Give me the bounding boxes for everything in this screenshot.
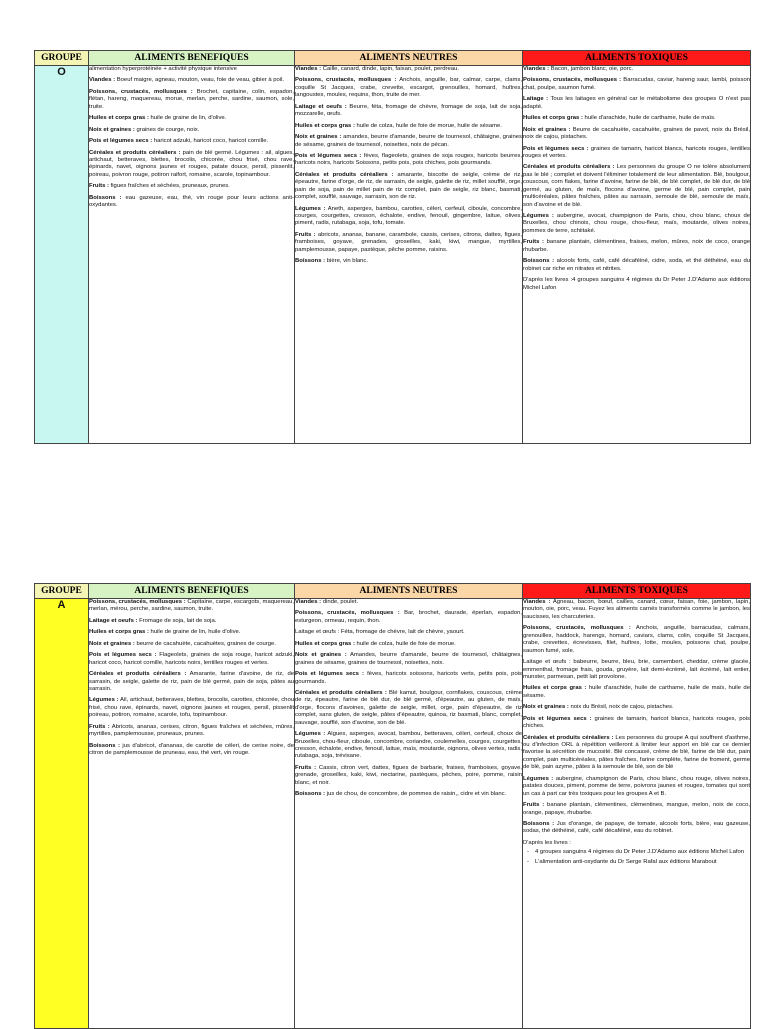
paragraph xyxy=(89,697,294,719)
paragraph xyxy=(89,89,294,111)
category-label: Laitage et oeufs : xyxy=(89,617,138,624)
paragraph xyxy=(295,172,522,202)
food-list: graines de tamarin, haricot blancs, haricots rouges, pois chiches. xyxy=(523,715,750,730)
food-list: Fromage de soja, lait de soja. xyxy=(137,617,217,624)
toxiques-paragraphs xyxy=(523,599,750,836)
paragraph xyxy=(295,690,522,727)
paragraph xyxy=(89,724,294,739)
category-label: Fruits : xyxy=(295,764,317,771)
category-label: Huiles et corps gras : xyxy=(523,685,587,692)
paragraph xyxy=(89,127,294,134)
paragraph xyxy=(89,618,294,625)
food-list: Agneau, bacon, bœuf, cailles, canard, cœur, faisan, foie, jambon, lapin, mouton, oie, porc, veau. Fuyez les aliments carnés transformés comme le jambon, les saucisses, les charcuteries. xyxy=(523,599,750,620)
food-list: huile d'arachide, huile de carthame, huile de maïs. xyxy=(582,115,716,122)
food-list: graines de tamarin, haricot blancs, haricots rouges, lentilles rouges et vertes. xyxy=(523,145,750,159)
cell-neutres xyxy=(295,599,523,1029)
paragraph xyxy=(295,104,522,119)
cell-benefiques xyxy=(89,599,295,1029)
paragraph xyxy=(89,671,294,693)
category-label: Pois et légumes secs : xyxy=(523,715,592,722)
paragraph xyxy=(523,735,750,772)
category-label: Viandes : xyxy=(89,77,116,84)
category-label: Légumes : xyxy=(523,775,554,782)
paragraph xyxy=(295,641,522,648)
food-list: huile de graine de lin, d'olive. xyxy=(148,115,227,122)
table-row xyxy=(35,599,751,1029)
header-groupe: GROUPE xyxy=(35,51,89,66)
cell-benefiques xyxy=(89,66,295,444)
category-label: Légumes : xyxy=(89,697,119,704)
cell-toxiques xyxy=(523,599,751,1029)
header-toxiques: ALIMENTS TOXIQUES xyxy=(523,584,751,599)
food-list: Beurre, féta, fromage de chèvre, fromage de soja, lait de soja, mozzarelle, œufs. xyxy=(295,103,523,118)
food-list: abricots, ananas, banane, carambole, cassis, cerises, citrons, dattes, figues, framboises, goyave, grenades, groseilles, kaki, kiwi, mangue, myrtilles, pamplemousse, papaye, pastèque, pêche pomme, raisins. xyxy=(295,231,522,253)
paragraph xyxy=(295,258,522,265)
category-label: Légumes : xyxy=(295,205,326,212)
paragraph xyxy=(523,704,750,711)
food-list: amandes, beurre d'amande, beurre de tournesol, châtaigne, graines de sésame, graines de tournesol, noisettes, noix de pécan. xyxy=(295,134,522,148)
food-list: bière, vin blanc. xyxy=(325,258,369,265)
category-label: Fruits : xyxy=(295,231,316,238)
category-label: Légumes : xyxy=(523,213,554,219)
category-label: Pois et légumes secs : xyxy=(295,152,362,159)
paragraph xyxy=(523,127,750,142)
category-label: Noix et graines : xyxy=(295,134,342,141)
category-label: Viandes : xyxy=(295,599,322,605)
references-intro: D'après les livres : xyxy=(523,839,571,846)
food-list: Blé kamut, boulgour, cornflakes, couscous, crème de riz, épeautre, farine de blé dur, de blé germé, d'épeautre, au gluten, de maïs, d'orge, flocons d'avoines, galette de seigle, millet, orge, pain d'épeautre, de riz complet, sans gluten, de seigle, pâtes d'épeautre, quinoa, riz basmati, blanc, complet, sauvage, soufflé, son d'avoine, son de blé. xyxy=(295,689,522,726)
header-benefiques: ALIMENTS BENEFIQUES xyxy=(89,51,295,66)
food-list: Boeuf maigre, agneau, mouton, veau, foie de veau, gibier à poil. xyxy=(115,77,285,84)
category-label: Laitage : xyxy=(523,96,549,103)
paragraph xyxy=(295,134,522,149)
category-label: Noix et graines : xyxy=(523,704,569,711)
food-list: aubergine, avocat, champignon de Paris, chou, chou blanc, choux de Bruxelles, chou chinois, chou rouge, chou-fleur, maïs, moutarde, olives noires, pommes de terre, schiitaké. xyxy=(523,213,750,234)
paragraph xyxy=(523,213,750,235)
food-list: Amandes, beurre d'amande, beurre de tournesol, châtaignes, graines de sésame, graines de tournesol, noisettes, noix. xyxy=(295,652,522,666)
food-list: huile de colza, huile de foie de morue. xyxy=(354,640,456,647)
food-list: beurre de cacahuète, cacahuètes, graines de courge. xyxy=(134,640,276,647)
category-label: Boissons : xyxy=(295,258,326,265)
header-row xyxy=(35,584,751,599)
paragraph xyxy=(523,77,750,92)
food-list: Jus d'orange, de papaye, de tomate, alcools forts, bière, eau gazeuse, sodas, thé déthéiné, café, café décaféiné, eau du robinet. xyxy=(523,820,750,835)
category-label: Viandes : xyxy=(523,599,551,605)
reference-item: - 4 groupes sanguins 4 régimes du Dr Peter J.D'Adamo aux éditions Michel Lafon xyxy=(537,849,750,856)
paragraph xyxy=(523,258,750,273)
paragraph xyxy=(523,599,750,621)
paragraph xyxy=(523,239,750,254)
category-label: Pois et légumes secs : xyxy=(523,145,589,152)
paragraph xyxy=(89,150,294,180)
paragraph xyxy=(89,77,294,84)
paragraph xyxy=(523,96,750,111)
references-list xyxy=(523,849,750,866)
food-list: Ail, artichaut, betteraves, blettes, brocolis, carottes, chicorée, chou frisé, chou rave, épinards, navet, oignons jaunes et rouges, persil, pissenlit poireau, potiron, romaine, scarole, tofu, topinambour. xyxy=(89,697,294,719)
food-list: Tous les laitages en général car le métabolisme des groupes O n'est pas adapté. xyxy=(523,96,750,110)
paragraph xyxy=(89,629,294,636)
food-list: haricot adzuki, haricot coco, haricot cornille. xyxy=(152,138,269,145)
food-list: Anchois, anguille, barracudas, calmars, grenouilles, haddock, harengs, homard, caviars, clams, colin, coquille St Jacques, crabe, crevettes, écrevisses, filet, huîtres, lotte, moules, poissons chat, poulpe, saumon fumé, sole. xyxy=(523,625,751,654)
category-label: Boissons : xyxy=(89,194,122,201)
food-list: figues fraîches et séchées, pruneaux, prunes. xyxy=(108,183,230,190)
paragraph xyxy=(523,685,750,700)
food-list: Les personnes du groupe A qui souffrent d'asthme, ou d'infection ORL à répétition veilleront à limiter leur apport en blé car ce dernier favorise la sécrétion de mucosité. Blé concassé, crème de blé, farine de blé dur, pain complet, pain multicéréales, pâtes fraîches, farine complète, farine de froment, germe de blé, pain azyme, pâtes à la semoule de blé, son de blé xyxy=(523,734,750,771)
category-label: Noix et graines : xyxy=(295,652,347,659)
category-label: Céréales et produits céréaliers : xyxy=(295,171,394,178)
food-list: dinde, poulet. xyxy=(321,599,359,605)
category-label: Laitage et oeufs : xyxy=(295,103,347,110)
food-list: Brochet, capitaine, colin, espadon, flétan, hareng, maquereau, morue, merlan, perche, sardine, saumon, sole, truite. xyxy=(89,88,294,110)
food-list: huile d'arachide, huile de carthame, huile de maïs, huile de sésame. xyxy=(523,685,750,699)
paragraph xyxy=(523,659,750,681)
food-list: Bar, brochet, daurade, éperlan, espadon, esturgeon, ormeau, requin, thon. xyxy=(295,610,522,624)
category-label: Céréales et produits céréaliers : xyxy=(89,149,181,156)
category-label: Boissons : xyxy=(523,258,555,265)
paragraph xyxy=(295,652,522,667)
reference-item: - L'alimentation anti-oxydante du Dr Serge Rafal aux éditions Marabout xyxy=(537,859,750,866)
paragraph xyxy=(295,123,522,130)
category-label: Fruits : xyxy=(89,183,109,190)
paragraph xyxy=(523,716,750,731)
food-list: Caille, canard, dinde, lapin, faisan, poulet, perdreau. xyxy=(321,66,459,72)
food-list: huile de graine de lin, huile d'olive. xyxy=(148,629,241,636)
paragraph xyxy=(89,599,294,614)
category-label: Céréales et produits céréaliers : xyxy=(295,689,387,696)
food-list: Abricots, ananas, cerises, citron, figues fraîches et séchées, mûres, myrtilles, pamplemousse, pruneaux, prunes. xyxy=(89,723,294,738)
food-list: amarante, biscotte de seigle, crème de riz, épeautre, farine d'orge, de riz, de sarrasin, de seigle, galette de riz, millet soufflé, orge, pain de soja, pain de millet pain de riz complet, pain de seigle, riz blanc, basmati, complet, soufflé, sauvage, sarrasin, son de riz. xyxy=(295,171,522,201)
paragraph xyxy=(89,195,294,210)
food-list: Anchois, anguille, bar, calmar, carpe, clams, coquille St Jacques, crabe, crevette, escargot, grenouilles, homard, huîtres, langoustes, moules, requins, thon, truite de mer. xyxy=(295,77,523,99)
category-label: Céréales et produits céréaliers : xyxy=(523,164,615,171)
paragraph xyxy=(295,765,522,787)
header-neutres: ALIMENTS NEUTRES xyxy=(295,51,523,66)
paragraph xyxy=(89,138,294,145)
category-label: Boissons : xyxy=(523,820,555,827)
category-label: Céréales et produits céréaliers : xyxy=(523,734,614,741)
paragraph xyxy=(523,776,750,798)
category-label: Fruits : xyxy=(523,239,544,246)
food-list: fèves, flageolets, graines de soja rouges, haricots beurres, haricots noirs, haricots Soissons, petits pois, pois chiches, pois gourmands. xyxy=(295,152,522,167)
food-list: noix du Brésil, noix de cajou, pistaches. xyxy=(568,704,674,711)
paragraph xyxy=(295,599,522,606)
food-list: banane plantain, clémentines, clémentines, mangue, melon, noix de coco, orange, papaye, rhubarbe. xyxy=(523,802,750,816)
category-label: Boissons : xyxy=(89,742,120,749)
category-label: Boissons : xyxy=(295,791,326,798)
paragraph xyxy=(523,164,750,209)
paragraph xyxy=(523,277,750,292)
food-list: Algues, asperges, avocat, bambou, betteraves, céleri, cerfeuil, choux de Bruxelles, chou-fleur, ciboule, concombre, coriandre, coulemelles, courges, courgettes, cresson, échalote, endive, fenouil, laitue, maïs, moutarde, oignons, olives vertes, radis, rutabaga, soja, trévisane. xyxy=(295,731,522,760)
paragraph xyxy=(523,802,750,817)
food-list: Cassis, citron vert, dattes, figues de barbarie, fraises, framboises, goyave, grenade, groseilles, kaki, kiwi, nectarine, pastèques, pêches, poire, pomme, raisin blanc, et noir. xyxy=(295,764,522,786)
food-list: Barracudas, caviar, hareng saur, lambi, poisson chat, poulpe, saumon fumé. xyxy=(523,77,750,91)
category-label: Poissons, crustacés, mollusques : xyxy=(89,599,186,605)
category-label: Fruits : xyxy=(89,723,110,730)
food-list: alcools forts, café, café décaféiné, cidre, soda, et thé déthéiné, eau du robinet car riche en nitrates et nitrites. xyxy=(523,258,750,272)
food-list: banane plantain, clémentines, fraises, melon, mûres, noix de coco, orange rhubarbe. xyxy=(523,239,750,253)
category-label: Noix et graines : xyxy=(89,640,135,647)
paragraph xyxy=(89,115,294,122)
paragraph xyxy=(89,652,294,667)
food-list: graines de courge, noix. xyxy=(134,126,200,133)
food-list: Les personnes du groupe O ne tolère absolument pas le blé ; complet et doivent l'éliminer totalement de leur alimentation. Blé, boulgour, couscous, corn flakes, farine d'avoine, farine de blé, de blé complet, de blé dur, de blé germé, au gluten, de maïs, flocons d'avoine, germe de blé, pain complet, pain multicéréales, pâtes fraîches, pâtes au sarrasin, semoule de blé, semoule de maïs, son d'avoine et de blé. xyxy=(523,164,750,208)
group-label: A xyxy=(35,599,89,1029)
food-list: Flageolets, graines de soja rouge, haricot adzuki, haricot coco, haricot cornille, haricots noirs, lentilles rouges et vertes. xyxy=(89,652,294,666)
category-label: Huiles et corps gras : xyxy=(295,640,355,647)
paragraph xyxy=(523,146,750,161)
category-label: Huiles et corps gras : xyxy=(89,115,149,122)
food-list: Amarante, farine d'avoine, de riz, de sarrasin, de seigle, galette de riz, pain de blé germé, pain de soja, pâtes au sarrasin. xyxy=(89,671,294,692)
category-label: Noix et graines : xyxy=(523,126,571,133)
paragraph xyxy=(295,153,522,168)
header-groupe: GROUPE xyxy=(35,584,89,599)
food-list: fèves, haricots soissons, haricots verts, petits pois, pois gourmands. xyxy=(295,671,522,685)
category-label: Poissons, crustacés, mollusques : xyxy=(523,77,622,84)
category-label: Poissons, crustacés, mollusques : xyxy=(523,625,631,632)
category-label: Pois et légumes secs : xyxy=(89,652,157,659)
header-row xyxy=(35,51,751,66)
paragraph xyxy=(523,115,750,122)
header-benefiques: ALIMENTS BENEFIQUES xyxy=(89,584,295,599)
paragraph xyxy=(295,66,522,73)
group-label: O xyxy=(35,66,89,444)
category-label: Poissons, crustacés, mollusques : xyxy=(295,77,397,84)
category-label: Huiles et corps gras : xyxy=(89,629,149,636)
paragraph xyxy=(89,743,294,758)
paragraph xyxy=(295,232,522,254)
category-label: Pois et légumes secs : xyxy=(89,138,153,145)
paragraph xyxy=(295,731,522,761)
category-label: Viandes : xyxy=(523,66,550,72)
paragraph xyxy=(89,66,294,73)
category-label: Céréales et produits céréaliers : xyxy=(89,671,187,678)
table-row xyxy=(35,66,751,444)
paragraph xyxy=(295,791,522,798)
category-label: Pois et légumes secs : xyxy=(295,671,365,678)
paragraph xyxy=(523,625,750,655)
food-list: Capitaine, carpe, escargots, maquereau, merlan, mérou, perche, sardine, saumon, truite. xyxy=(89,599,294,613)
food-list: aubergine, champignon de Paris, chou blanc, chou rouge, olives noires, patates douces, piment, pomme de terre, poivrons jaunes et rouges, tomates qui sont un cas à part car très toxiques pour les groupes A et B. xyxy=(523,775,750,797)
category-label: Poissons, crustacés, mollusques : xyxy=(89,88,193,95)
category-label: Huiles et corps gras : xyxy=(523,115,583,122)
food-list: Bacon, jambon blanc, oie, porc. xyxy=(549,66,634,72)
category-label: Légumes : xyxy=(295,731,326,738)
food-list: huile de colza, huile de foie de morue, huile de sésame. xyxy=(354,122,502,129)
category-label: Poissons, crustacés, mollusques : xyxy=(295,610,400,617)
paragraph xyxy=(295,671,522,686)
table-group-a xyxy=(34,583,751,1029)
category-label: Fruits : xyxy=(523,802,545,809)
cell-neutres xyxy=(295,66,523,444)
cell-toxiques xyxy=(523,66,751,444)
category-label: Huiles et corps gras : xyxy=(295,122,355,129)
food-list: Beurre de cacahuète, cacahuète, graines de pavot, noix du Brésil, noix de cajou, pistaches. xyxy=(523,126,750,141)
category-label: Viandes : xyxy=(295,66,322,72)
food-list: eau gazeuse, eau, thé, vin rouge pour leurs actions anti-oxydantes. xyxy=(89,194,294,209)
food-list: Aneth, asperges, bambou, carottes, céleri, cerfeuil, ciboule, concombre, courges, courgettes, cresson, échalote, endive, fenouil, gingembre, laitue, olives, piment, radis, rutabaga, soja, tofu, tomate. xyxy=(295,205,522,227)
food-list: alimentation hyperprotéinée + activité physique intensive xyxy=(89,66,237,72)
paragraph xyxy=(523,66,750,73)
paragraph xyxy=(295,629,522,636)
food-list: D'après les livres :4 groupes sanguins 4 régimes du Dr Peter J.D'Adamo aux éditions Michel Lafon xyxy=(523,277,750,291)
header-neutres: ALIMENTS NEUTRES xyxy=(295,584,523,599)
food-list: pain de blé germé. Légumes : ail, algues, artichaut, betteraves, blettes, brocolis, chicorée, chou frisé, chou rave, épinards, navet, oignons jaunes et rouges, patate douce, persil, pissenlit, poireau, poivron rouge, potiron raifort, romaine, scarole, topinambour. xyxy=(89,149,294,178)
food-list: Laitage et œufs : Féta, fromage de chèvre, lait de chèvre, yaourt. xyxy=(295,629,465,636)
food-list: Laitage et œufs : babeurre, beurre, bleu, brie, camembert, cheddar, crème glacée, emmenthal, fromage frais, gouda, gruyère, lait demi-écrémé, lait écrémé, lait entier, munster, parmesan, petit lait provolone. xyxy=(523,659,750,680)
food-list: jus de chou, de concombre, de pommes de raisin,, cidre et vin blanc. xyxy=(325,791,507,798)
paragraph xyxy=(295,206,522,228)
paragraph xyxy=(295,610,522,625)
paragraph xyxy=(295,77,522,99)
food-list: jus d'abricot, d'ananas, de carotte de céleri, de cerise noire, de citron de pamplemousse de pruneau, eau, thé vert, vin rouge. xyxy=(89,742,294,756)
header-toxiques: ALIMENTS TOXIQUES xyxy=(523,51,751,66)
paragraph xyxy=(89,183,294,190)
paragraph xyxy=(523,821,750,836)
table-group-o xyxy=(34,50,751,444)
paragraph xyxy=(89,641,294,648)
category-label: Noix et graines : xyxy=(89,126,135,133)
